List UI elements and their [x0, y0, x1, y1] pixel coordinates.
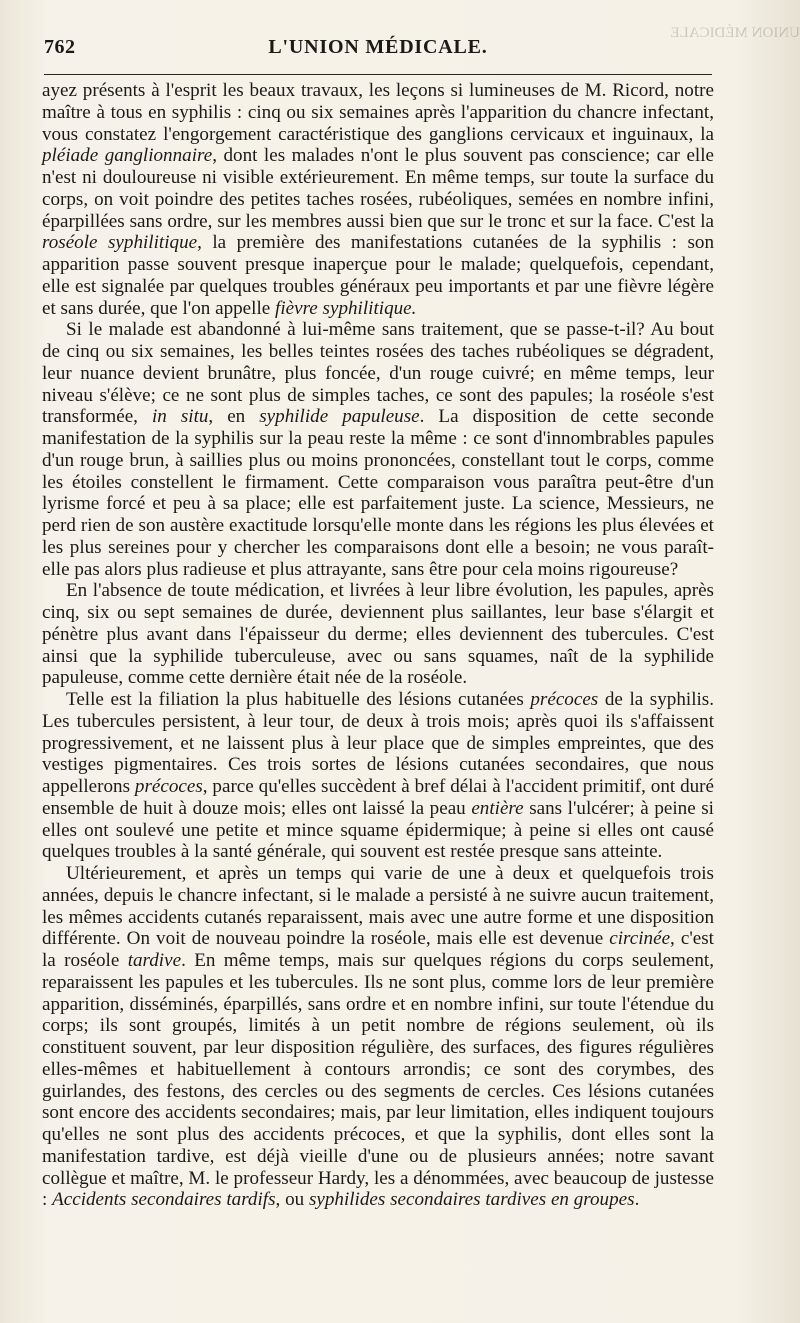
italic-run: syphilide papuleuse [259, 406, 420, 428]
paragraph-5 [42, 863, 714, 1211]
text-run: de la syphilis. Les tubercules persistent, à leur tour, de deux à trois mois; après quoi ils s'affaissent progressivement, et ne laissent plus à leur place que de simples empreintes, que des vestiges pigmentaires. Ces trois sortes de lésions cutanées secondaires, que nous appellerons [42, 689, 715, 797]
italic-run: Accidents secondaires tardifs [52, 1189, 276, 1211]
text-run: , dont les malades n'ont le plus souvent pas conscience; car elle n'est ni douloureuse ni visible extérieurement. En même temps, sur toute la surface du corps, on voit poindre des petites taches rosées, rubéoliques, semées en nombre infini, éparpillées sans ordre, sur les membres aussi bien que sur le tronc et sur la face. C'est la [42, 145, 714, 232]
italic-run: précoces [134, 776, 203, 797]
text-run: . La disposition de cette seconde manifestation de la syphilis sur la peau reste la même : ce sont d'innombrables papules d'un rouge brun, à saillies plus ou moins prononcées, constellant tout le corps, comme les étoiles constellent le firmament. Cette comparaison vous paraîtra peut-être d'un lyrisme forcé et peu à sa place; elle est parfaitement juste. La science, Messieurs, ne perd rien de son austère exactitude lorsqu'elle monte dans les régions les plus élevées et les plus sereines pour y chercher les comparaisons dont elle a besoin; ne vous paraît-elle pas alors plus radieuse et plus attrayante, sans être pour cela moins rigoureuse? [42, 406, 714, 580]
paragraph-1 [42, 80, 714, 319]
italic-run: pléiade ganglionnaire [42, 145, 213, 167]
header-rule [44, 74, 712, 75]
italic-run: précoces [530, 689, 599, 710]
italic-run: tardive [127, 950, 182, 971]
text-run: . [634, 1189, 640, 1211]
text-run: , la première des manifestations cutanées de la syphilis : son apparition passe souvent presque inaperçue pour le malade; quelquefois, cependant, elle est signalée par quelques troubles généraux peu importants et par une fièvre légère et sans durée, que l'on appelle [42, 232, 714, 319]
page-header [44, 34, 712, 64]
text-run: , ou [275, 1189, 309, 1211]
page-number: 762 [44, 36, 76, 58]
text-run: . En même temps, mais sur quelques régions du corps seulement, reparaissent les papules et les tubercules. Ils ne sont plus, comme lors de leur première apparition, disséminés, éparpillés, sans ordre et en nombre infini, sur toute l'étendue du corps; ils sont groupés, limités à un petit nombre de régions seulement, où ils constituent souvent, par leur disposition régulière, des surfaces, des figures régulières elles-mêmes et habituellement à contours arrondis; ce sont des corymbes, des guirlandes, des festons, des cercles ou des segments de cercles. Ces lésions cutanées sont encore des accidents secondaires; mais, par leur limitation, elles indiquent toujours qu'elles ne sont plus des accidents précoces, et que la syphilis, dont elles sont la manifestation tardive, est déjà vieille d'une ou de plusieurs années; notre savant collègue et maître, M. le professeur Hardy, les a dénommées, avec beaucoup de justesse : [42, 950, 714, 1211]
text-run: sans l'ulcérer; à peine si elles ont soulevé une petite et mince squame épidermique; à peine si elles ont causé quelques troubles à la santé générale, qui souvent est restée presque sans atteinte. [42, 797, 714, 863]
article-body [42, 80, 714, 1211]
paragraph-2 [42, 319, 714, 580]
text-run: ayez présents à l'esprit les beaux travaux, les leçons si lumineuses de M. Ricord, notre maître à tous en syphilis : cinq ou six semaines après l'apparition du chancre infectant, vous constatez l'engorgement caractéristique des ganglions cervicaux et inguinaux, la [42, 80, 714, 145]
italic-run: in situ [151, 406, 209, 428]
text-run: , parce qu'elles succèdent à bref délai à l'accident primitif, ont duré ensemble de huit à douze mois; elles ont laissé la peau [42, 776, 714, 819]
text-run: En l'absence de toute médication, et livrées à leur libre évolution, les papules, après cinq, six ou sept semaines de durée, deviennent plus saillantes, leur base s'élargit et pénètre plus avant dans l'épaisseur du derme; elles deviennent des tubercules. C'est ainsi que la syphilide tuberculeuse, avec ou sans squames, naît de la syphilide papuleuse, comme cette dernière était née de la roséole. [42, 580, 714, 689]
text-run: Telle est la filiation la plus habituelle des lésions cutanées [66, 689, 531, 710]
running-title: L'UNION MÉDICALE. [268, 36, 488, 58]
paragraph-3 [42, 580, 714, 689]
bleed-through-text: UNION MÉDICALE [670, 25, 800, 41]
text-run: Si le malade est abandonné à lui-même sans traitement, que se passe-t-il? Au bout de cinq ou six semaines, les belles teintes rosées des taches rubéoliques se dégradent, leur nuance devient brunâtre, plus foncée, d'un rouge cuivré; en même temps, leur niveau s'élève; ce ne sont plus de simples taches, ce sont des papules; la roséole s'est transformée, [42, 319, 714, 428]
text-run: , en [208, 406, 260, 428]
text-run: , c'est la roséole [42, 928, 714, 971]
italic-run: fièvre syphilitique. [275, 297, 417, 319]
italic-run: roséole syphilitique [42, 232, 198, 254]
paragraph-4 [42, 689, 714, 863]
italic-run: syphilides secondaires tardives en groupes [308, 1189, 635, 1211]
italic-run: entière [471, 797, 524, 819]
italic-run: circinée [609, 928, 671, 950]
text-run: Ultérieurement, et après un temps qui varie de une à deux et quelquefois trois années, depuis le chancre infectant, si le malade a persisté à ne suivre aucun traitement, les mêmes accidents cutanés reparaissent, mais avec une autre forme et une disposition différente. On voit de nouveau poindre la roséole, mais elle est devenue [42, 863, 714, 950]
